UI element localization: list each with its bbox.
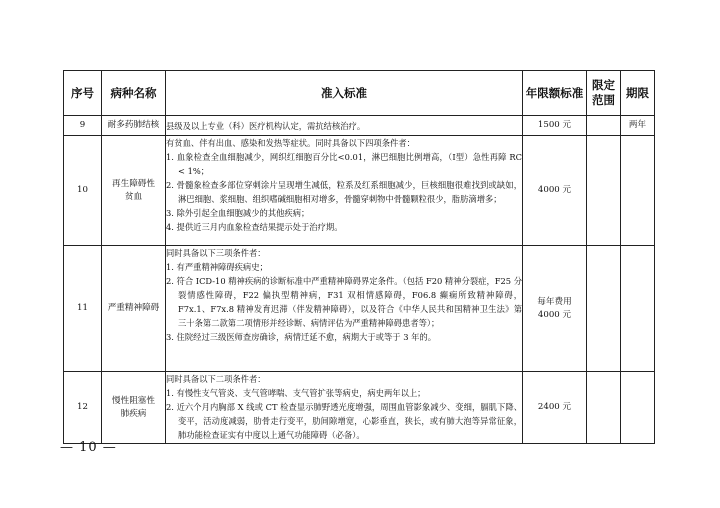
row-disease: 慢性阻塞性肺疾病 xyxy=(102,372,166,444)
row-scope xyxy=(587,246,621,372)
row-disease: 耐多药肺结核 xyxy=(102,116,166,136)
table-row xyxy=(64,136,655,246)
row-seq: 9 xyxy=(64,116,102,136)
header-seq: 序号 xyxy=(64,71,102,116)
row-annual-limit xyxy=(523,246,587,372)
criteria-line: 4. 提供近三月内血象检查结果提示处于治疗期。 xyxy=(166,222,343,232)
table-row xyxy=(64,116,655,136)
row-seq: 11 xyxy=(64,246,102,372)
row-annual-limit: 2400 元 xyxy=(523,372,587,444)
row-annual-limit: 4000 元 xyxy=(523,136,587,246)
header-scope: 限定范围 xyxy=(587,71,621,116)
row-scope xyxy=(587,116,621,136)
row-seq: 10 xyxy=(64,136,102,246)
header-term: 期限 xyxy=(621,71,655,116)
annual-limit-line: 每年费用 xyxy=(537,296,572,307)
criteria-line: 1. 有慢性支气管炎、支气管哮喘、支气管扩张等病史，病史两年以上； xyxy=(166,388,426,398)
criteria-line: 1. 血象检查全血细胞减少，网织红细胞百分比<0.01，淋巴细胞比例增高，（Ⅰ型）急性再障 RC < 1%； xyxy=(166,152,522,176)
row-disease: 严重精神障碍 xyxy=(102,246,166,372)
row-seq: 12 xyxy=(64,372,102,444)
row-criteria xyxy=(166,136,523,246)
criteria-line: 3. 除外引起全血细胞减少的其他疾病； xyxy=(166,208,310,218)
row-criteria xyxy=(166,116,523,136)
row-scope xyxy=(587,136,621,246)
page-number: — 10 — xyxy=(60,440,117,455)
annual-limit-line: 4000 元 xyxy=(537,309,572,320)
row-term xyxy=(621,136,655,246)
criteria-line: 县级及以上专业（科）医疗机构认定，需抗结核治疗。 xyxy=(166,120,366,131)
criteria-line: 同时具备以下二项条件者： xyxy=(166,374,266,384)
row-criteria xyxy=(166,246,523,372)
criteria-line: 有贫血、伴有出血、感染和发热等症状。同时具备以下四项条件者： xyxy=(166,138,415,148)
criteria-line: 2. 符合 ICD-10 精神疾病的诊断标准中严重精神障碍界定条件。（包括 F20 精神分裂症，F25 分裂情感性障碍，F22 偏执型精神病，F31 双相情感障碍，F06.8 癫痫所致精神障碍，F7x.1、F7x.8 精神发育迟滞（伴发精神障碍），以及符合《中华人民共和国精神卫生法》第三十条第二款第二项情形并经诊断、病情评估为严重精神障碍患者等）； xyxy=(166,276,522,328)
table-header-row xyxy=(64,71,655,116)
criteria-line: 同时具备以下三项条件者： xyxy=(166,248,266,258)
header-annual-limit: 年限额标准 xyxy=(523,71,587,116)
criteria-line: 3. 住院经过三级医师查房确诊，病情迁延不愈，病期大于或等于 3 年的。 xyxy=(166,332,437,342)
table-row xyxy=(64,372,655,444)
row-term xyxy=(621,246,655,372)
row-scope xyxy=(587,372,621,444)
row-term: 两年 xyxy=(621,116,655,136)
criteria-line: 2. 近六个月内胸部 X 线或 CT 检查显示肺野透光度增强，周围血管影象减少、变细，膈肌下降、变平，活动度减弱，肋骨走行变平，肋间隙增宽，心影垂直，狭长，或有肺大泡等异常征象，肺功能检查证实有中度以上通气功能障碍（必备）。 xyxy=(166,402,522,440)
header-disease: 病种名称 xyxy=(102,71,166,116)
row-criteria xyxy=(166,372,523,444)
table-row xyxy=(64,246,655,372)
criteria-line: 2. 骨髓象检查多部位穿刺涂片呈现增生减低，粒系及红系细胞减少，巨核细胞很难找到或缺如，淋巴细胞、浆细胞、组织嗜碱细胞相对增多，骨髓穿刺物中骨髓颗粒很少，脂肪滴增多； xyxy=(166,180,522,204)
header-criteria: 准入标准 xyxy=(166,71,523,116)
criteria-line: 1. 有严重精神障碍疾病史； xyxy=(166,262,268,272)
criteria-table xyxy=(63,70,655,444)
row-disease: 再生障碍性贫血 xyxy=(102,136,166,246)
row-term xyxy=(621,372,655,444)
row-annual-limit: 1500 元 xyxy=(523,116,587,136)
